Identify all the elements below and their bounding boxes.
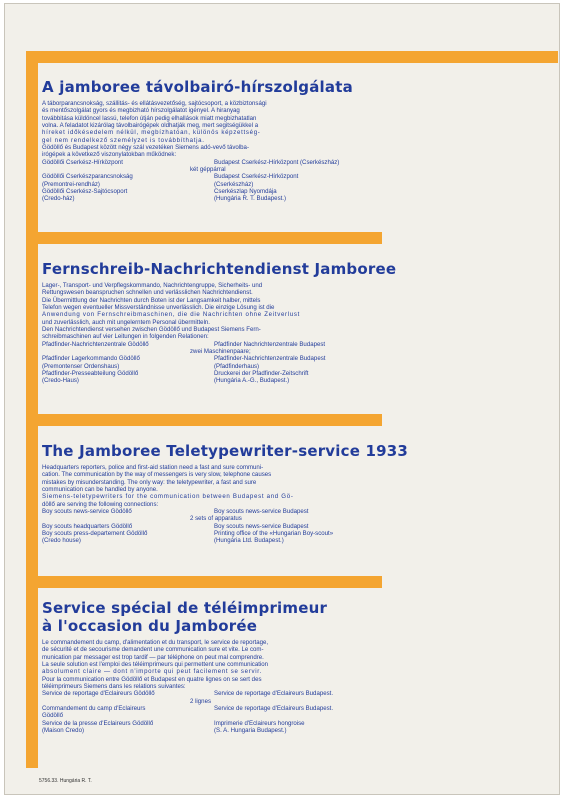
section-title: Fernschreib-Nachrichtendienst Jamboree: [42, 260, 397, 278]
accent-bar-left-3: [26, 426, 38, 586]
relation-row: (Maison Credo) (S. A. Hungaria Budapest.): [42, 727, 287, 735]
accent-bar-4: [26, 576, 382, 588]
paragraph-line: Rettungswesen beanspruchen schnellen und verlässlichen Nachrichtendienst.: [42, 289, 253, 297]
relation-row: Service de la presse d'Eclaireurs Gödöllő Imprimerie d'Eclaireurs hongroise: [42, 719, 305, 727]
section-body: [42, 639, 333, 734]
relation-row: Pfadfinder-Nachrichtenzentrale Gödöllő Pfadfinder Nachrichtenzentrale Budapest: [42, 340, 326, 348]
relation-row: Gödöllői Cserkészparancsnokság Budapest Cserkész-Hírközpont: [42, 173, 299, 181]
relation-row: Gödöllői Cserkész-Hírközpont Budapest Cserkész-Hírközpont (Cserkészház): [42, 158, 340, 166]
paragraph-line: schreibmaschinen auf vier Leitungen in folgenden Relationen:: [42, 333, 209, 341]
paragraph-line: Pour la communication entre Gödöllő et Budapest en quatre lignes on se sert des: [42, 675, 262, 683]
printer-imprint: 5756.33. Hungária R. T.: [39, 778, 92, 784]
paragraph-line: Le commandement du camp, d'alimentation et du transport, le service de reportage,: [42, 639, 269, 646]
paragraph-line: und zuverlässlich, auch mit ungelerntem Personal übermitteln.: [42, 318, 211, 326]
relation-row: Boy scouts news-service Gödöllő Boy scouts news-service Budapest: [42, 508, 309, 516]
relation-row: (Credo-ház) (Hungária R. T. Budapest.): [42, 195, 287, 203]
paragraph-line: cation. The communication by the way of messengers is very slow, telephone causes: [42, 471, 272, 479]
accent-bar-left-4: [26, 588, 38, 768]
relation-row: Gödöllő: [42, 712, 64, 720]
section-english: [42, 442, 408, 545]
section-body: [42, 282, 396, 385]
accent-bar-3: [26, 414, 382, 426]
paragraph-line: Gödöllő és Budapest között négy szál vezetéken Siemens adó-vevő távolba-: [42, 144, 249, 152]
paragraph-line: communication can be handled by anyone.: [42, 486, 158, 494]
accent-bar-left-2: [26, 244, 38, 419]
relation-note: 2 lignes: [190, 697, 212, 705]
paragraph-line: Headquarters reporters, police and first-aid station need a fast and sure communi-: [42, 464, 264, 471]
paragraph-line: Den Nachrichtendienst versehen zwischen Gödöllő und Budapest Siemens Fern-: [42, 326, 261, 334]
relation-row: Service de reportage d'Eclaireurs Gödöllő Service de reportage d'Eclaireurs Budapest.: [42, 690, 334, 698]
paragraph-line: továbbitása küldöncel lassú, telefon útján pedig elhallások miatt megbizhatatlan: [42, 114, 257, 122]
relation-row: Boy scouts headquarters Gödöllő Boy scouts news-service Budapest: [42, 522, 309, 530]
section-title: The Jamboree Teletypewriter-service 1933: [42, 442, 409, 460]
paragraph-line: munication par messager est trop tardif — par téléphone on peut mal comprendre.: [42, 653, 264, 661]
paragraph-line: döllő are serving the following connections:: [42, 500, 159, 508]
relation-row: (Credo-Haus) (Hungária A.-G., Budapest.): [42, 377, 290, 385]
paragraph-line: Telefon wegen eventueller Missverständnisse unverlässlich. Die einzige Lösung ist die: [42, 304, 275, 312]
relation-row: Pfadfinder Lagerkommando Gödöllő Pfadfinder-Nachrichtenzentrale Budapest: [42, 355, 326, 363]
relation-note: két géppárral: [190, 166, 226, 174]
section-german: [42, 260, 396, 385]
paragraph-line: irógépek a következő viszonylatokban működnek:: [42, 151, 177, 159]
section-title-line-2: à l'occasion du Jamborée: [42, 617, 258, 635]
paragraph-line: volna. A feladatot kizárólag távolbairógépek oldhatják meg, mert segitségükkel a: [42, 122, 259, 130]
accent-bar-2: [26, 232, 382, 244]
section-hungarian: [42, 78, 353, 203]
paragraph-line: A táborparancsnokság, szállitás- és ellátásvezetőség, sajtócsoport, a közbiztonsági: [42, 100, 267, 107]
section-body: [42, 100, 353, 203]
relation-row: (Premontrei-rendház) (Cserkészház): [42, 180, 254, 188]
section-french: [42, 599, 333, 734]
section-title-line-1: Service spécial de téléimprimeur: [42, 599, 328, 617]
paragraph-line: híreket időkésedelem nélkül, megbízhatóan, különös képzettség-: [42, 129, 261, 137]
relation-row: Gödöllői Cserkész-Sajtócsoport Cserkészlap Nyomdája: [42, 188, 277, 196]
paragraph-line: Anwendung von Fernschreibmaschinen, die die Nachrichten ohne Zeitverlust: [42, 311, 301, 319]
paragraph-line: mistakes by misunderstanding. The only way: the teletypewriter, a fast and sure: [42, 478, 257, 486]
accent-bar-left-1: [26, 51, 38, 244]
document-page: [4, 3, 560, 795]
paragraph-line: La seule solution est l'emploi des téléimprimeurs qui permettent une communication: [42, 661, 269, 669]
relation-row: Boy scouts press-departement Gödöllő Printing office of the «Hungarian Boy-scout»: [42, 530, 334, 538]
paragraph-line: Lager-, Transport- und Verpflegskommando, Nachrichtengruppe, Sicherheits- und: [42, 282, 263, 289]
paragraph-line: de sécurité et de secourisme demandent une communication sure et vite. Le com-: [42, 646, 264, 654]
paragraph-line: téléimprimeurs Siemens dans les relations suivantes:: [42, 683, 186, 691]
relation-row: (Premontenser Ordenshaus) (Pfadfinderhaus): [42, 362, 260, 370]
paragraph-line: Siemens-teletypewriters for the communication between Budapest and Gö-: [42, 493, 294, 501]
relation-row: Pfadfinder-Presseabteilung Gödöllő Druckerei der Pfadfinder-Zeitschrift: [42, 370, 309, 378]
section-title: A jamboree távolbairó-hírszolgálata: [42, 78, 353, 96]
paragraph-line: absolument claire — dont n'importe qui peut facilement se servir.: [42, 668, 263, 676]
relation-row: Commandement du camp d'Eclaireurs Service de reportage d'Eclaireurs Budapest.: [42, 705, 334, 713]
section-body: [42, 464, 408, 545]
paragraph-line: gel nem rendelkező személyzet is továbbíthatja.: [42, 136, 205, 144]
relation-row: (Credo house) (Hungária Ltd. Budapest.): [42, 537, 284, 545]
relation-note: zwei Maschinenpaare;: [190, 348, 251, 356]
paragraph-line: és mentőszolgálat gyors és megbizható hírszolgálatot igényel. A hiranyag: [42, 107, 240, 115]
accent-bar-top: [26, 51, 558, 63]
paragraph-line: Die Übermittlung der Nachrichten durch Boten ist der Langsamkeit halber, mittels: [42, 296, 261, 304]
relation-note: 2 sets of apparatus: [190, 515, 242, 523]
